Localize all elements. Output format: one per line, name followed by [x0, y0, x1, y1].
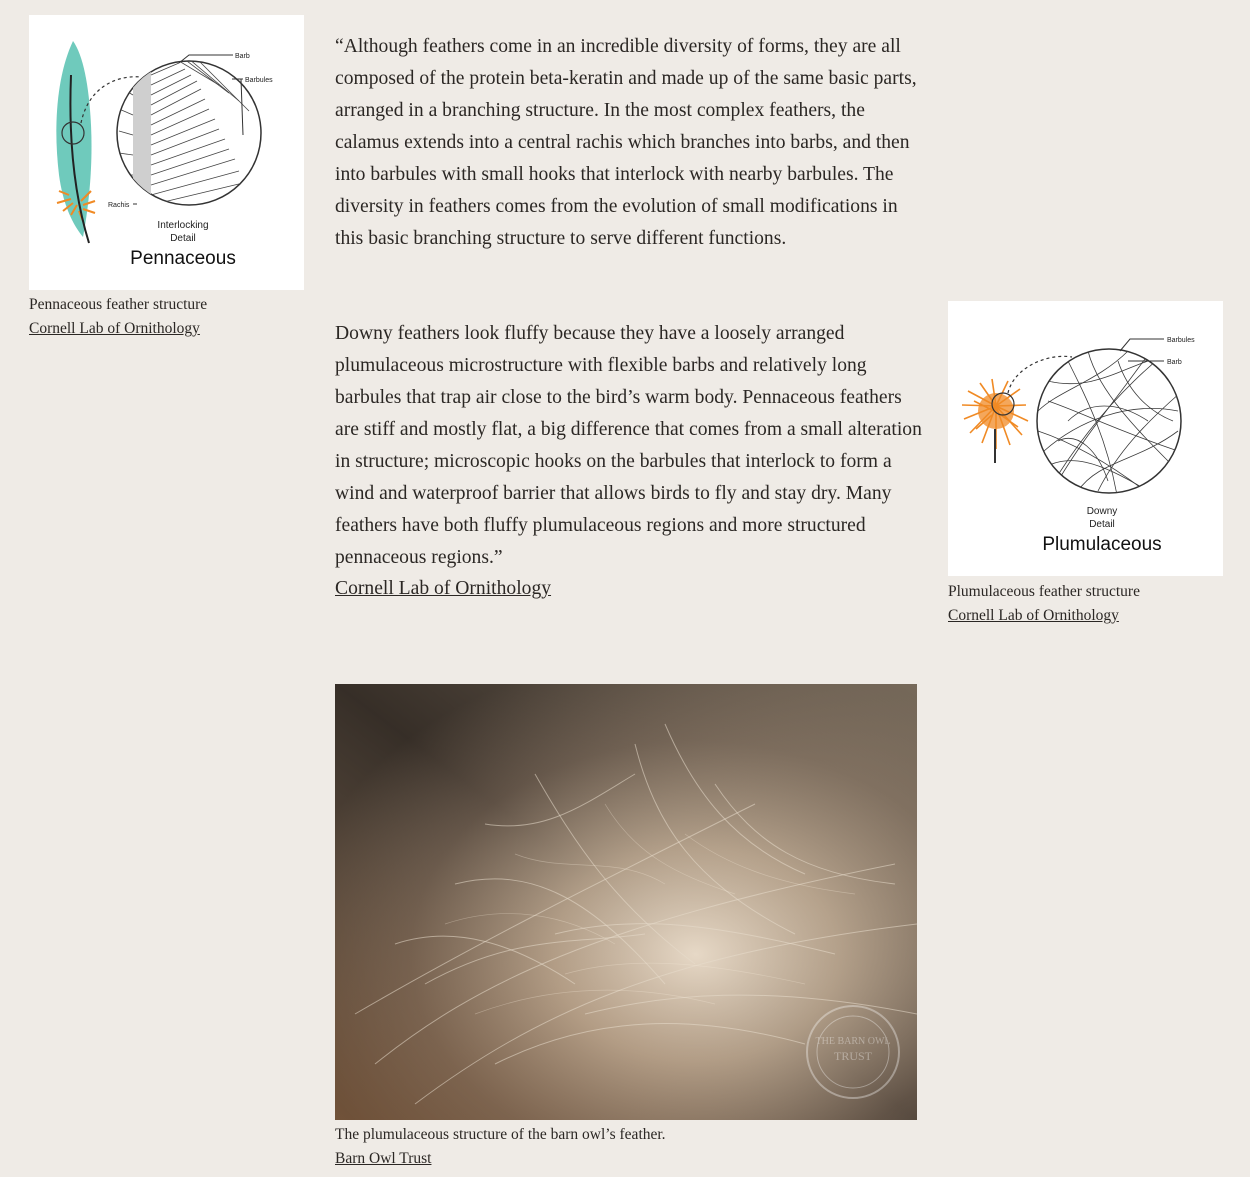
- barb-label: Barb: [235, 53, 250, 60]
- detail-label-line1: Downy: [1086, 506, 1118, 517]
- diagram-title: Pennaceous: [130, 248, 236, 269]
- watermark-line-2: TRUST: [833, 1049, 873, 1063]
- detail-label-line1: Interlocking: [157, 220, 209, 231]
- watermark-line-1: THE BARN OWL: [815, 1036, 891, 1047]
- pennaceous-credit-link[interactable]: Cornell Lab of Ornithology: [29, 320, 200, 337]
- plumulaceous-caption: Plumulaceous feather structure: [948, 583, 1140, 600]
- article-paragraph-1: “Although feathers come in an incredible diversity of forms, they are all composed of the protein beta-keratin and made up of the same basic parts, arranged in a branching structure. In the most complex feathers, the calamus extends into a central rachis which branches into barbs, and then into barbules with small hooks that interlock with nearby barbules. The diversity in feathers comes from the evolution of small modifications in this basic branching structure to serve different functions.: [335, 36, 917, 249]
- photo-caption-block: [335, 1123, 925, 1171]
- barbules-label: Barbules: [245, 77, 273, 84]
- diagram-title: Plumulaceous: [1042, 534, 1162, 555]
- plumulaceous-diagram: [948, 301, 1223, 576]
- pennaceous-diagram: [29, 15, 304, 290]
- barb-label: Barb: [1167, 359, 1182, 366]
- barbules-label: Barbules: [1167, 337, 1195, 344]
- feather-photo-svg: [335, 684, 917, 1120]
- photo-credit-link[interactable]: Barn Owl Trust: [335, 1150, 432, 1167]
- detail-label-line2: Detail: [170, 233, 196, 244]
- article-paragraph-2: Downy feathers look fluffy because they have a loosely arranged plumulaceous microstructure with flexible barbs and relatively long barbules that trap air close to the bird’s warm body. Pennaceous feathers are stiff and mostly flat, a big difference that comes from a small alteration in structure; microscopic hooks on the barbules that interlock to form a wind and waterproof barrier that allows birds to fly and stay dry. Many feathers have both fluffy plumulaceous regions and more structured pennaceous regions.”: [335, 323, 922, 568]
- pennaceous-caption: Pennaceous feather structure: [29, 296, 208, 313]
- feather-vane: [56, 41, 91, 237]
- detail-label-line2: Detail: [1089, 519, 1115, 530]
- rachis-label: Rachis: [108, 202, 130, 209]
- plumulaceous-credit-link[interactable]: Cornell Lab of Ornithology: [948, 607, 1119, 624]
- plumulaceous-caption-block: [948, 580, 1238, 628]
- barn-owl-feather-photo: [335, 684, 917, 1120]
- downy-core: [978, 393, 1014, 429]
- photo-caption: The plumulaceous structure of the barn owl’s feather.: [335, 1126, 666, 1143]
- pennaceous-caption-block: [29, 293, 319, 341]
- pennaceous-diagram-svg: [29, 15, 304, 290]
- plumulaceous-diagram-svg: [948, 301, 1223, 576]
- article-source-link[interactable]: Cornell Lab of Ornithology: [335, 578, 552, 599]
